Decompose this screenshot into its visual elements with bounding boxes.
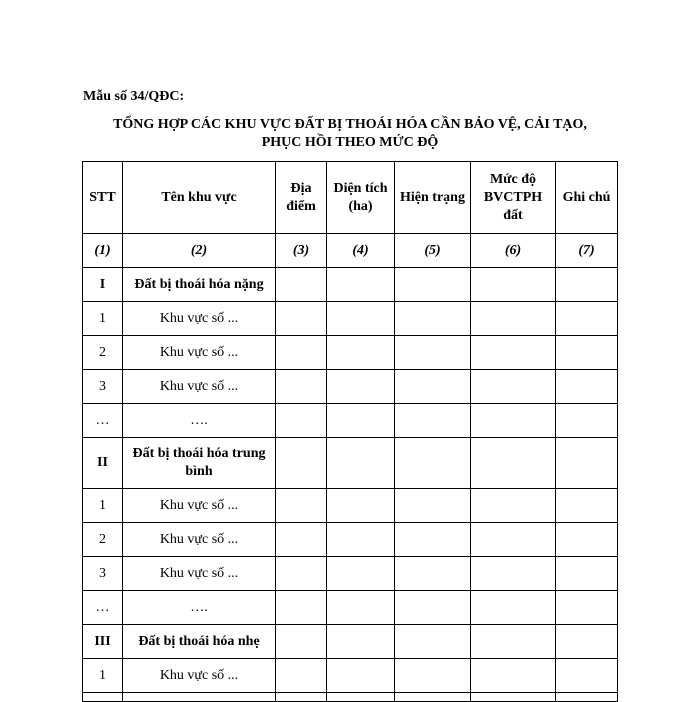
empty-cell — [471, 370, 556, 404]
header-notes: Ghi chú — [556, 162, 618, 234]
table-row — [83, 404, 618, 438]
empty-cell — [471, 336, 556, 370]
empty-cell — [327, 438, 395, 489]
column-number: (4) — [327, 234, 395, 268]
empty-cell — [471, 625, 556, 659]
empty-cell — [471, 302, 556, 336]
row-stt: II — [83, 438, 123, 489]
empty-cell — [276, 336, 327, 370]
empty-cell — [471, 659, 556, 693]
empty-cell — [276, 489, 327, 523]
header-stt: STT — [83, 162, 123, 234]
row-stt: 3 — [83, 557, 123, 591]
empty-cell — [327, 591, 395, 625]
empty-cell — [276, 625, 327, 659]
empty-cell — [327, 523, 395, 557]
header-protection-level — [471, 162, 556, 234]
empty-cell — [276, 268, 327, 302]
table-row — [83, 302, 618, 336]
section-row — [83, 268, 618, 302]
section-row — [83, 438, 618, 489]
empty-cell — [556, 438, 618, 489]
table-row — [83, 557, 618, 591]
empty-cell — [556, 336, 618, 370]
empty-cell — [327, 659, 395, 693]
row-area-name: Đất bị thoái hóa trung bình — [123, 438, 276, 489]
column-number: (1) — [83, 234, 123, 268]
empty-cell — [276, 523, 327, 557]
empty-cell — [556, 625, 618, 659]
row-area-name: Khu vực số ... — [123, 302, 276, 336]
row-area-name: Đất bị thoái hóa nặng — [123, 268, 276, 302]
row-stt: 1 — [83, 489, 123, 523]
empty-cell — [556, 557, 618, 591]
empty-cell — [471, 268, 556, 302]
empty-cell — [471, 404, 556, 438]
row-stt: III — [83, 625, 123, 659]
header-area-size-line-1: Diện tích — [333, 180, 388, 196]
row-stt: … — [83, 591, 123, 625]
empty-cell — [395, 302, 471, 336]
form-code: Mẫu số 34/QĐC: — [83, 89, 185, 104]
header-level-line-1: Mức độ — [489, 171, 537, 187]
row-stt: 1 — [83, 302, 123, 336]
row-area-name: Khu vực số ... — [123, 557, 276, 591]
header-location — [276, 162, 327, 234]
row-area-name: …. — [123, 591, 276, 625]
empty-cell — [395, 404, 471, 438]
column-number: (7) — [556, 234, 618, 268]
empty-cell — [327, 693, 395, 702]
table-row — [83, 370, 618, 404]
empty-cell — [471, 591, 556, 625]
empty-cell — [395, 625, 471, 659]
table-row — [83, 489, 618, 523]
empty-cell — [327, 489, 395, 523]
empty-cell — [276, 557, 327, 591]
row-area-name: Khu vực số ... — [123, 523, 276, 557]
row-area-name: Khu vực số ... — [123, 370, 276, 404]
row-area-name: Khu vực số ... — [123, 659, 276, 693]
row-stt: 2 — [83, 523, 123, 557]
column-number: (2) — [123, 234, 276, 268]
header-area-size — [327, 162, 395, 234]
header-location-line-2: điểm — [286, 198, 316, 214]
empty-cell — [276, 302, 327, 336]
empty-cell — [327, 336, 395, 370]
empty-cell — [327, 302, 395, 336]
empty-cell — [556, 659, 618, 693]
header-level-line-3: đất — [503, 207, 523, 223]
table-row — [83, 659, 618, 693]
row-stt — [83, 693, 123, 702]
empty-cell — [395, 557, 471, 591]
empty-cell — [395, 489, 471, 523]
empty-cell — [556, 404, 618, 438]
empty-cell — [327, 625, 395, 659]
header-area-size-line-2: (ha) — [348, 198, 373, 214]
empty-cell — [276, 659, 327, 693]
empty-cell — [471, 557, 556, 591]
empty-cell — [471, 523, 556, 557]
empty-cell — [395, 659, 471, 693]
empty-cell — [556, 268, 618, 302]
empty-cell — [395, 336, 471, 370]
empty-cell — [327, 557, 395, 591]
column-number-row — [83, 234, 618, 268]
empty-cell — [395, 370, 471, 404]
table-row — [83, 336, 618, 370]
summary-table — [82, 161, 618, 702]
header-location-line-1: Địa — [290, 180, 312, 196]
column-number: (5) — [395, 234, 471, 268]
table-row — [83, 523, 618, 557]
row-stt: 3 — [83, 370, 123, 404]
table-row-cut-off — [83, 693, 618, 702]
empty-cell — [395, 693, 471, 702]
row-stt: I — [83, 268, 123, 302]
empty-cell — [395, 591, 471, 625]
empty-cell — [471, 489, 556, 523]
empty-cell — [395, 438, 471, 489]
row-area-name: Khu vực số ... — [123, 489, 276, 523]
row-area-name — [123, 693, 276, 702]
table-header-row — [83, 162, 618, 234]
column-number: (6) — [471, 234, 556, 268]
header-level-line-2: BVCTPH — [483, 189, 543, 205]
empty-cell — [327, 268, 395, 302]
header-area-name: Tên khu vực — [123, 162, 276, 234]
section-row — [83, 625, 618, 659]
column-number: (3) — [276, 234, 327, 268]
empty-cell — [556, 489, 618, 523]
empty-cell — [276, 404, 327, 438]
empty-cell — [395, 523, 471, 557]
empty-cell — [471, 693, 556, 702]
empty-cell — [327, 370, 395, 404]
empty-cell — [276, 438, 327, 489]
empty-cell — [556, 370, 618, 404]
row-stt: 2 — [83, 336, 123, 370]
table-row — [83, 591, 618, 625]
row-area-name: …. — [123, 404, 276, 438]
empty-cell — [556, 591, 618, 625]
empty-cell — [276, 591, 327, 625]
document-title-line-2: PHỤC HỒI THEO MỨC ĐỘ — [261, 135, 439, 150]
header-status: Hiện trạng — [395, 162, 471, 234]
empty-cell — [471, 438, 556, 489]
document-title-line-1: TỔNG HỢP CÁC KHU VỰC ĐẤT BỊ THOÁI HÓA CẦN BẢO VỆ, CẢI TẠO, — [113, 117, 587, 132]
row-area-name: Đất bị thoái hóa nhẹ — [123, 625, 276, 659]
empty-cell — [395, 268, 471, 302]
empty-cell — [556, 302, 618, 336]
row-stt: 1 — [83, 659, 123, 693]
row-area-name: Khu vực số ... — [123, 336, 276, 370]
empty-cell — [276, 693, 327, 702]
row-stt: … — [83, 404, 123, 438]
empty-cell — [556, 693, 618, 702]
empty-cell — [327, 404, 395, 438]
empty-cell — [276, 370, 327, 404]
empty-cell — [556, 523, 618, 557]
